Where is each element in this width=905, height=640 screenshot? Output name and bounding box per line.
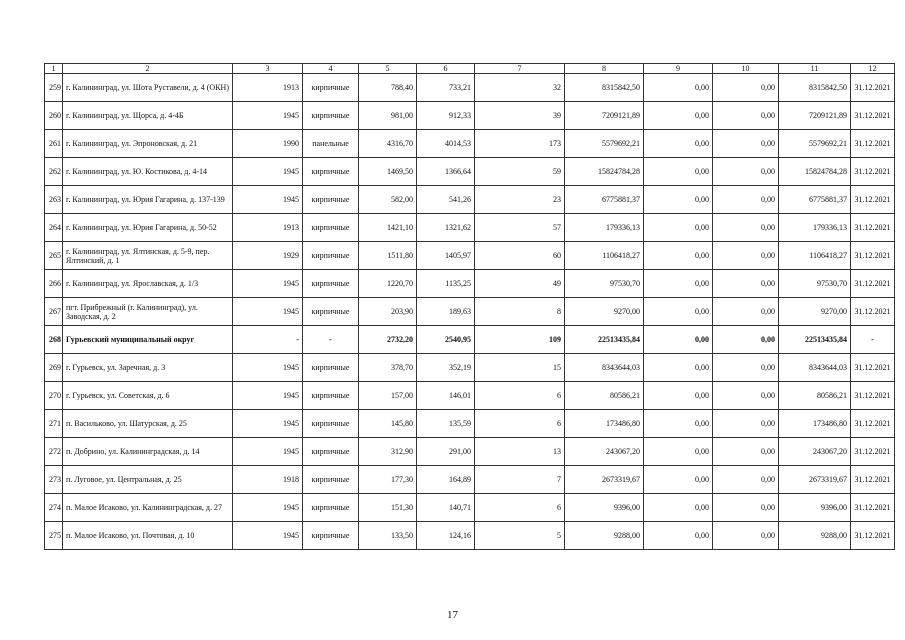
year-cell: - — [233, 326, 303, 354]
column-header: 7 — [475, 64, 565, 74]
cost-fund-cell: 0,00 — [644, 214, 713, 242]
cost-budget-cell: 0,00 — [713, 214, 779, 242]
table-row — [45, 522, 895, 550]
material-cell: кирпичные — [303, 242, 359, 270]
cost-fund-cell: 0,00 — [644, 158, 713, 186]
living-area-cell: 912,33 — [417, 102, 475, 130]
total-area-cell: 145,80 — [359, 410, 417, 438]
table-row — [45, 242, 895, 270]
cost-fund-cell: 0,00 — [644, 186, 713, 214]
address-cell: Гурьевский муниципальный округ — [63, 326, 233, 354]
cost-owners-cell: 97530,70 — [779, 270, 851, 298]
cost-budget-cell: 0,00 — [713, 326, 779, 354]
table-row — [45, 354, 895, 382]
cost-budget-cell: 0,00 — [713, 438, 779, 466]
cost-owners-cell: 9270,00 — [779, 298, 851, 326]
column-header: 6 — [417, 64, 475, 74]
cost-fund-cell: 0,00 — [644, 242, 713, 270]
cost-fund-cell: 0,00 — [644, 74, 713, 102]
cost-total-cell: 8343644,03 — [565, 354, 644, 382]
cost-owners-cell: 8343644,03 — [779, 354, 851, 382]
cost-total-cell: 22513435,84 — [565, 326, 644, 354]
cost-budget-cell: 0,00 — [713, 242, 779, 270]
page-number: 17 — [447, 609, 458, 621]
year-cell: 1945 — [233, 298, 303, 326]
living-area-cell: 124,16 — [417, 522, 475, 550]
cost-owners-cell: 80586,21 — [779, 382, 851, 410]
cost-budget-cell: 0,00 — [713, 494, 779, 522]
row-number: 270 — [45, 382, 63, 410]
residents-cell: 109 — [475, 326, 565, 354]
living-area-cell: 1321,62 — [417, 214, 475, 242]
cost-owners-cell: 6775881,37 — [779, 186, 851, 214]
column-header: 1 — [45, 64, 63, 74]
material-cell: кирпичные — [303, 214, 359, 242]
table-row — [45, 74, 895, 102]
table-row — [45, 102, 895, 130]
column-header: 5 — [359, 64, 417, 74]
material-cell: кирпичные — [303, 438, 359, 466]
deadline-cell: 31.12.2021 — [851, 522, 895, 550]
deadline-cell: 31.12.2021 — [851, 466, 895, 494]
column-header: 8 — [565, 64, 644, 74]
address-cell: п. Малое Исаково, ул. Почтовая, д. 10 — [63, 522, 233, 550]
living-area-cell: 541,26 — [417, 186, 475, 214]
material-cell: кирпичные — [303, 158, 359, 186]
total-area-cell: 151,30 — [359, 494, 417, 522]
cost-owners-cell: 15824784,28 — [779, 158, 851, 186]
total-area-cell: 1421,10 — [359, 214, 417, 242]
cost-total-cell: 7209121,89 — [565, 102, 644, 130]
year-cell: 1918 — [233, 466, 303, 494]
table-row — [45, 158, 895, 186]
total-area-cell: 312,90 — [359, 438, 417, 466]
residents-cell: 5 — [475, 522, 565, 550]
material-cell: - — [303, 326, 359, 354]
cost-total-cell: 2673319,67 — [565, 466, 644, 494]
year-cell: 1945 — [233, 438, 303, 466]
cost-fund-cell: 0,00 — [644, 410, 713, 438]
address-cell: г. Калининград, ул. Ярославская, д. 1/3 — [63, 270, 233, 298]
living-area-cell: 733,21 — [417, 74, 475, 102]
deadline-cell: - — [851, 326, 895, 354]
table-row — [45, 214, 895, 242]
address-cell: г. Калининград, ул. Ялтинская, д. 5-9, пер. Ялтинский, д. 1 — [63, 242, 233, 270]
row-number: 274 — [45, 494, 63, 522]
cost-budget-cell: 0,00 — [713, 522, 779, 550]
living-area-cell: 291,00 — [417, 438, 475, 466]
deadline-cell: 31.12.2021 — [851, 438, 895, 466]
column-header: 3 — [233, 64, 303, 74]
column-header: 11 — [779, 64, 851, 74]
row-number: 262 — [45, 158, 63, 186]
total-area-cell: 788,40 — [359, 74, 417, 102]
residents-cell: 57 — [475, 214, 565, 242]
residents-cell: 6 — [475, 382, 565, 410]
total-area-cell: 378,70 — [359, 354, 417, 382]
total-area-cell: 133,50 — [359, 522, 417, 550]
column-header: 12 — [851, 64, 895, 74]
cost-owners-cell: 179336,13 — [779, 214, 851, 242]
row-number: 261 — [45, 130, 63, 158]
cost-total-cell: 173486,80 — [565, 410, 644, 438]
cost-owners-cell: 1106418,27 — [779, 242, 851, 270]
cost-owners-cell: 2673319,67 — [779, 466, 851, 494]
deadline-cell: 31.12.2021 — [851, 186, 895, 214]
cost-budget-cell: 0,00 — [713, 270, 779, 298]
deadline-cell: 31.12.2021 — [851, 74, 895, 102]
row-number: 273 — [45, 466, 63, 494]
table-row — [45, 298, 895, 326]
register-table — [44, 63, 895, 550]
column-header: 9 — [644, 64, 713, 74]
cost-fund-cell: 0,00 — [644, 522, 713, 550]
cost-fund-cell: 0,00 — [644, 382, 713, 410]
address-cell: г. Калининград, ул. Ю. Костикова, д. 4-14 — [63, 158, 233, 186]
cost-budget-cell: 0,00 — [713, 186, 779, 214]
total-area-cell: 203,90 — [359, 298, 417, 326]
cost-fund-cell: 0,00 — [644, 466, 713, 494]
deadline-cell: 31.12.2021 — [851, 130, 895, 158]
material-cell: кирпичные — [303, 74, 359, 102]
year-cell: 1945 — [233, 354, 303, 382]
address-cell: п. Луговое, ул. Центральная, д. 25 — [63, 466, 233, 494]
total-area-cell: 1511,80 — [359, 242, 417, 270]
address-cell: п. Добрино, ул. Калининградская, д. 14 — [63, 438, 233, 466]
cost-budget-cell: 0,00 — [713, 102, 779, 130]
year-cell: 1945 — [233, 522, 303, 550]
table-row — [45, 186, 895, 214]
year-cell: 1990 — [233, 130, 303, 158]
cost-total-cell: 9288,00 — [565, 522, 644, 550]
address-cell: г. Гурьевск, ул. Советская, д. 6 — [63, 382, 233, 410]
residents-cell: 6 — [475, 410, 565, 438]
living-area-cell: 1135,25 — [417, 270, 475, 298]
living-area-cell: 164,89 — [417, 466, 475, 494]
cost-owners-cell: 173486,80 — [779, 410, 851, 438]
material-cell: кирпичные — [303, 410, 359, 438]
material-cell: кирпичные — [303, 102, 359, 130]
row-number: 272 — [45, 438, 63, 466]
cost-total-cell: 179336,13 — [565, 214, 644, 242]
cost-total-cell: 97530,70 — [565, 270, 644, 298]
living-area-cell: 146,01 — [417, 382, 475, 410]
residents-cell: 6 — [475, 494, 565, 522]
material-cell: кирпичные — [303, 354, 359, 382]
deadline-cell: 31.12.2021 — [851, 242, 895, 270]
material-cell: кирпичные — [303, 270, 359, 298]
deadline-cell: 31.12.2021 — [851, 298, 895, 326]
cost-total-cell: 8315842,50 — [565, 74, 644, 102]
address-cell: п. Васильково, ул. Шатурская, д. 25 — [63, 410, 233, 438]
residents-cell: 7 — [475, 466, 565, 494]
total-area-cell: 177,30 — [359, 466, 417, 494]
column-header: 10 — [713, 64, 779, 74]
living-area-cell: 1366,64 — [417, 158, 475, 186]
address-cell: п. Малое Исаково, ул. Калининградская, д. 27 — [63, 494, 233, 522]
material-cell: кирпичные — [303, 298, 359, 326]
material-cell: кирпичные — [303, 186, 359, 214]
cost-total-cell: 243067,20 — [565, 438, 644, 466]
row-number: 268 — [45, 326, 63, 354]
deadline-cell: 31.12.2021 — [851, 382, 895, 410]
deadline-cell: 31.12.2021 — [851, 102, 895, 130]
cost-budget-cell: 0,00 — [713, 382, 779, 410]
cost-fund-cell: 0,00 — [644, 354, 713, 382]
cost-owners-cell: 5579692,21 — [779, 130, 851, 158]
row-number: 269 — [45, 354, 63, 382]
year-cell: 1913 — [233, 214, 303, 242]
total-area-cell: 1220,70 — [359, 270, 417, 298]
column-header: 4 — [303, 64, 359, 74]
row-number: 267 — [45, 298, 63, 326]
deadline-cell: 31.12.2021 — [851, 270, 895, 298]
table-row — [45, 270, 895, 298]
row-number: 266 — [45, 270, 63, 298]
material-cell: кирпичные — [303, 382, 359, 410]
cost-fund-cell: 0,00 — [644, 298, 713, 326]
deadline-cell: 31.12.2021 — [851, 158, 895, 186]
cost-budget-cell: 0,00 — [713, 158, 779, 186]
deadline-cell: 31.12.2021 — [851, 214, 895, 242]
row-number: 259 — [45, 74, 63, 102]
residents-cell: 23 — [475, 186, 565, 214]
table-row — [45, 466, 895, 494]
cost-total-cell: 80586,21 — [565, 382, 644, 410]
deadline-cell: 31.12.2021 — [851, 410, 895, 438]
cost-budget-cell: 0,00 — [713, 298, 779, 326]
address-cell: г. Гурьевск, ул. Заречная, д. 3 — [63, 354, 233, 382]
cost-fund-cell: 0,00 — [644, 494, 713, 522]
cost-budget-cell: 0,00 — [713, 74, 779, 102]
address-cell: пгт. Прибрежный (г. Калининград), ул. Заводская, д. 2 — [63, 298, 233, 326]
cost-total-cell: 1106418,27 — [565, 242, 644, 270]
total-area-cell: 157,00 — [359, 382, 417, 410]
total-area-cell: 1469,50 — [359, 158, 417, 186]
row-number: 271 — [45, 410, 63, 438]
deadline-cell: 31.12.2021 — [851, 494, 895, 522]
row-number: 260 — [45, 102, 63, 130]
table-row — [45, 438, 895, 466]
total-area-cell: 981,00 — [359, 102, 417, 130]
address-cell: г. Калининград, ул. Юрия Гагарина, д. 137-139 — [63, 186, 233, 214]
address-cell: г. Калининград, ул. Шота Руставели, д. 4 (ОКН) — [63, 74, 233, 102]
table-row — [45, 494, 895, 522]
cost-budget-cell: 0,00 — [713, 354, 779, 382]
cost-owners-cell: 7209121,89 — [779, 102, 851, 130]
residents-cell: 13 — [475, 438, 565, 466]
row-number: 265 — [45, 242, 63, 270]
cost-total-cell: 9396,00 — [565, 494, 644, 522]
living-area-cell: 189,63 — [417, 298, 475, 326]
cost-fund-cell: 0,00 — [644, 438, 713, 466]
residents-cell: 15 — [475, 354, 565, 382]
year-cell: 1945 — [233, 186, 303, 214]
material-cell: кирпичные — [303, 494, 359, 522]
row-number: 264 — [45, 214, 63, 242]
cost-fund-cell: 0,00 — [644, 130, 713, 158]
year-cell: 1945 — [233, 382, 303, 410]
year-cell: 1945 — [233, 158, 303, 186]
cost-total-cell: 9270,00 — [565, 298, 644, 326]
living-area-cell: 1405,97 — [417, 242, 475, 270]
residents-cell: 8 — [475, 298, 565, 326]
cost-owners-cell: 9288,00 — [779, 522, 851, 550]
living-area-cell: 4014,53 — [417, 130, 475, 158]
material-cell: кирпичные — [303, 466, 359, 494]
material-cell: кирпичные — [303, 522, 359, 550]
cost-total-cell: 5579692,21 — [565, 130, 644, 158]
table-row — [45, 130, 895, 158]
year-cell: 1913 — [233, 74, 303, 102]
row-number: 275 — [45, 522, 63, 550]
residents-cell: 60 — [475, 242, 565, 270]
cost-total-cell: 15824784,28 — [565, 158, 644, 186]
group-row — [45, 326, 895, 354]
row-number: 263 — [45, 186, 63, 214]
material-cell: панельные — [303, 130, 359, 158]
table-body — [45, 74, 895, 550]
cost-budget-cell: 0,00 — [713, 130, 779, 158]
header-row — [45, 64, 895, 74]
cost-budget-cell: 0,00 — [713, 466, 779, 494]
residents-cell: 32 — [475, 74, 565, 102]
cost-owners-cell: 243067,20 — [779, 438, 851, 466]
table-row — [45, 382, 895, 410]
residents-cell: 173 — [475, 130, 565, 158]
address-cell: г. Калининград, ул. Щорса, д. 4-4Б — [63, 102, 233, 130]
cost-total-cell: 6775881,37 — [565, 186, 644, 214]
year-cell: 1945 — [233, 410, 303, 438]
living-area-cell: 135,59 — [417, 410, 475, 438]
living-area-cell: 140,71 — [417, 494, 475, 522]
total-area-cell: 2732,20 — [359, 326, 417, 354]
cost-fund-cell: 0,00 — [644, 326, 713, 354]
residents-cell: 49 — [475, 270, 565, 298]
year-cell: 1929 — [233, 242, 303, 270]
cost-owners-cell: 22513435,84 — [779, 326, 851, 354]
cost-owners-cell: 8315842,50 — [779, 74, 851, 102]
total-area-cell: 4316,70 — [359, 130, 417, 158]
cost-fund-cell: 0,00 — [644, 102, 713, 130]
deadline-cell: 31.12.2021 — [851, 354, 895, 382]
year-cell: 1945 — [233, 102, 303, 130]
table-row — [45, 410, 895, 438]
cost-fund-cell: 0,00 — [644, 270, 713, 298]
year-cell: 1945 — [233, 270, 303, 298]
living-area-cell: 2540,95 — [417, 326, 475, 354]
cost-owners-cell: 9396,00 — [779, 494, 851, 522]
address-cell: г. Калининград, ул. Юрия Гагарина, д. 50-52 — [63, 214, 233, 242]
residents-cell: 39 — [475, 102, 565, 130]
column-header: 2 — [63, 64, 233, 74]
address-cell: г. Калининград, ул. Эпроновская, д. 21 — [63, 130, 233, 158]
living-area-cell: 352,19 — [417, 354, 475, 382]
residents-cell: 59 — [475, 158, 565, 186]
total-area-cell: 582,00 — [359, 186, 417, 214]
cost-budget-cell: 0,00 — [713, 410, 779, 438]
year-cell: 1945 — [233, 494, 303, 522]
